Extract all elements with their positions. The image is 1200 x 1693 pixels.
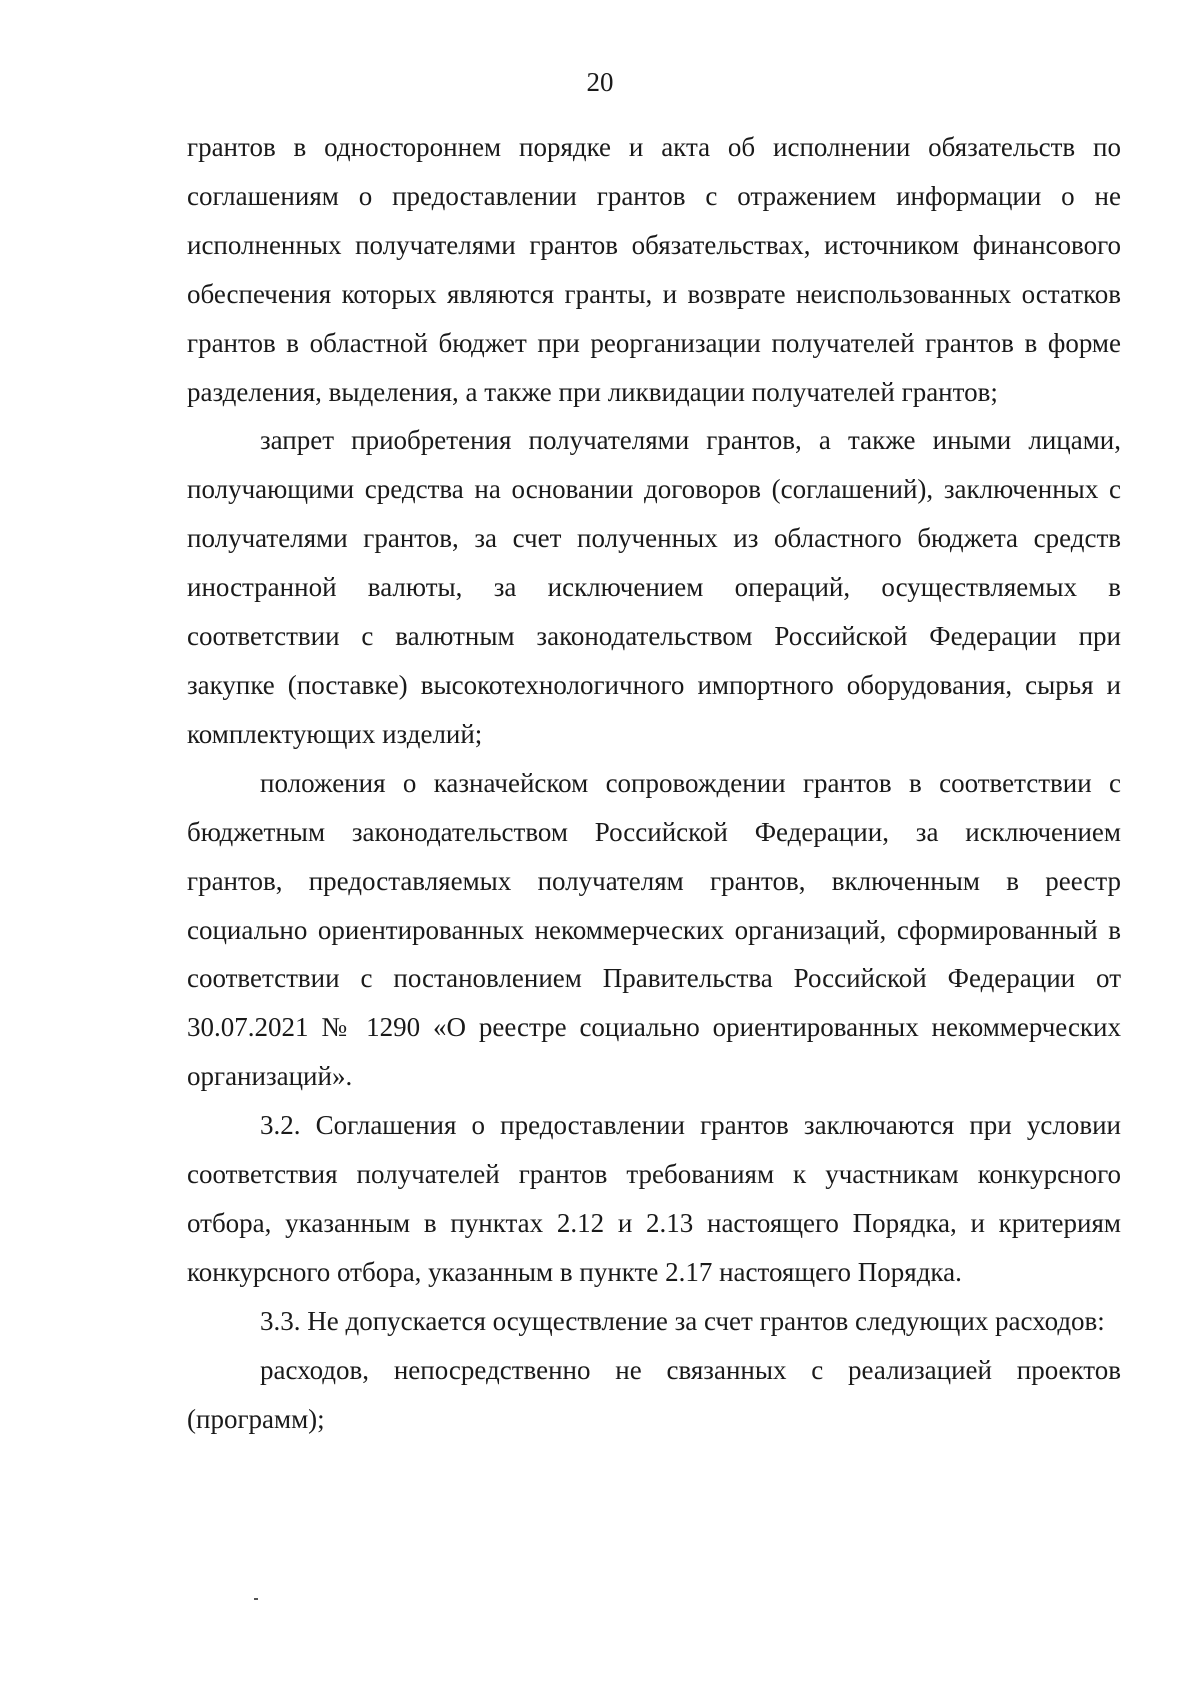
scan-speck <box>254 1598 258 1600</box>
paragraph-grant-agreement-terms-continued: грантов в одностороннем порядке и акта об исполнении обязательств по соглашениям о предоставлении грантов с отражением информации о не исполненных получателями грантов обязательствах, источником финансового обеспечения которых являются гранты, и возврате неиспользованных остатков грантов в областной бюджет при реорганизации получателей грантов в форме разделения, выделения, а также при ликвидации получателей грантов; <box>187 132 1121 407</box>
paragraph-3-2-agreements: 3.2. Соглашения о предоставлении грантов заключаются при условии соответствия получателей грантов требованиям к участникам конкурсного отбора, указанным в пунктах 2.12 и 2.13 настоящего Порядка, и критериям конкурсного отбора, указанным в пункте 2.17 настоящего Порядка. <box>187 1110 1121 1287</box>
paragraph-treasury-support: положения о казначейском сопровождении грантов в соответствии с бюджетным законодательством Российской Федерации, за исключением грантов, предоставляемых получателям грантов, включенным в реестр социально ориентированных некоммерческих организаций, сформированный в соответствии с постановлением Правительства Российской Федерации от 30.07.2021 № 1290 «О реестре социально ориентированных некоммерческих организаций». <box>187 767 1121 1092</box>
paragraph-3-3-prohibited-expenses: 3.3. Не допускается осуществление за счет грантов следующих расходов: <box>260 1305 1105 1336</box>
document-body <box>187 123 1121 1443</box>
paragraph-foreign-currency-ban: запрет приобретения получателями грантов, а также иными лицами, получающими средства на основании договоров (соглашений), заключенных с получателями грантов, за счет полученных из областного бюджета средств иностранной валюты, за исключением операций, осуществляемых в соответствии с валютным законодательством Российской Федерации при закупке (поставке) высокотехнологичного импортного оборудования, сырья и комплектующих изделий; <box>187 425 1121 749</box>
paragraph-unrelated-expenses: расходов, непосредственно не связанных с реализацией проектов (программ); <box>187 1354 1121 1434</box>
page-number: 20 <box>586 67 614 97</box>
